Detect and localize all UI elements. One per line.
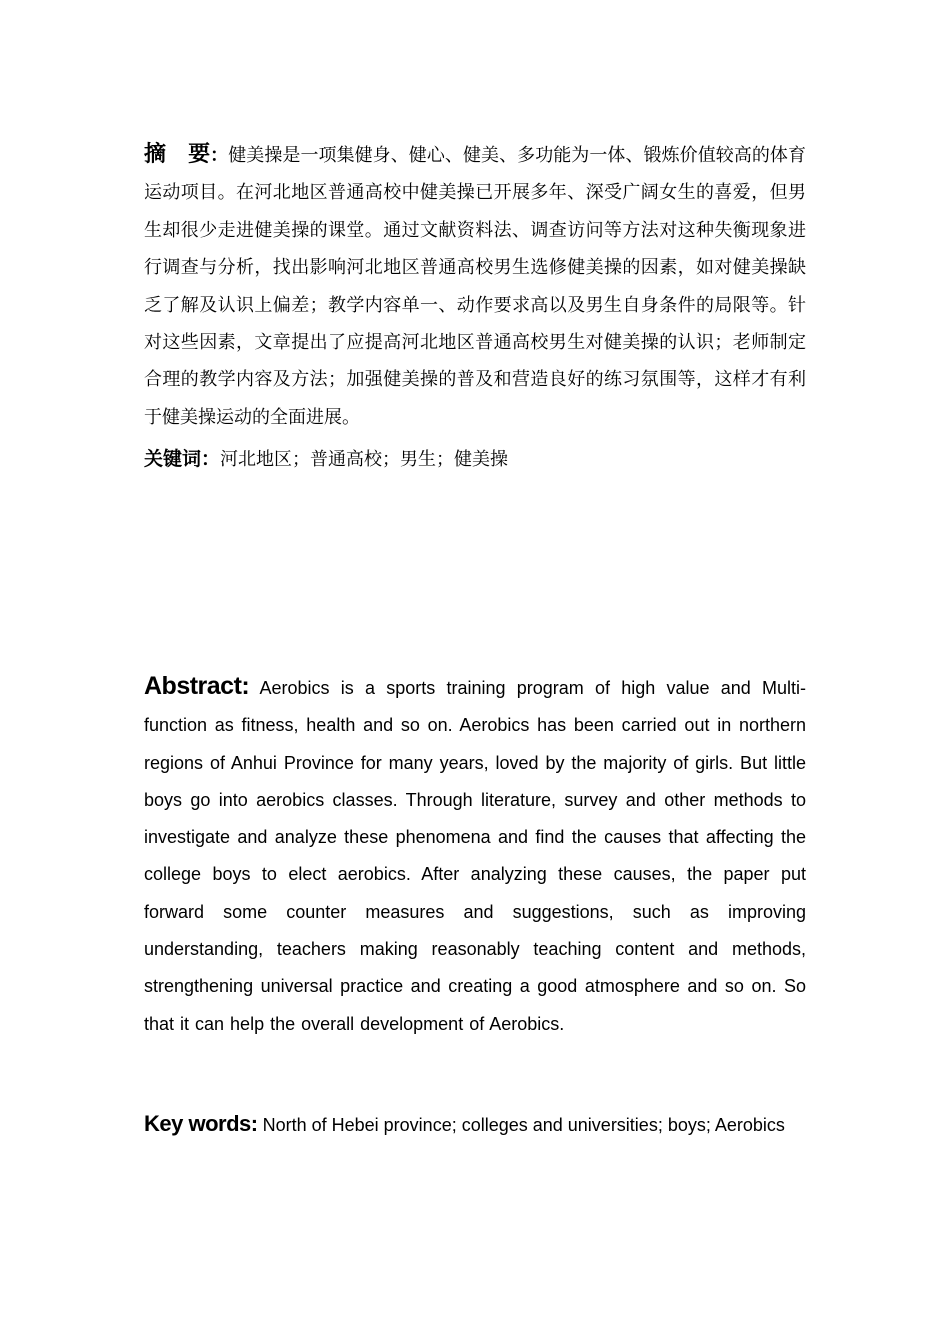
chinese-keywords-label: 关键词： [144, 448, 221, 470]
english-abstract [144, 668, 806, 1043]
english-abstract-text: Aerobics is a sports training program of high value and Multi-function as fitness, health and so on. Aerobics has been carried out in northern regions of Anhui Province for many years, loved by the majority of girls. But little boys go into aerobics classes. Through literature, survey and other methods to investigate and analyze these phenomena and find the causes that affecting the college boys to elect aerobics. After analyzing these causes, the paper put forward some counter measures and suggestions, such as improving understanding, teachers making reasonably teaching content and methods, strengthening universal practice and creating a good atmosphere and so on. So that it can help the overall development of Aerobics. [144, 678, 807, 1034]
chinese-keywords [144, 444, 806, 475]
chinese-abstract-colon: ： [210, 145, 229, 166]
english-keywords-text: North of Hebei province; colleges and universities; boys; Aerobics [262, 1115, 785, 1135]
chinese-abstract-text: 健美操是一项集健身、健心、健美、多功能为一体、锻炼价值较高的体育运动项目。在河北地区普通高校中健美操已开展多年、深受广阔女生的喜爱，但男生却很少走进健美操的课堂。通过文献资料法、调查访问等方法对这种失衡现象进行调查与分析，找出影响河北地区普通高校男生选修健美操的因素，如对健美操缺乏了解及认识上偏差；教学内容单一、动作要求高以及男生自身条件的局限等。针对这些因素，文章提出了应提高河北地区普通高校男生对健美操的认识；老师制定合理的教学内容及方法；加强健美操的普及和营造良好的练习氛围等，这样才有利于健美操运动的全面进展。 [144, 145, 806, 428]
chinese-abstract-label: 摘 要 [144, 142, 211, 167]
chinese-abstract [144, 136, 806, 436]
english-keywords-label: Key words: [144, 1111, 258, 1136]
english-keywords [144, 1100, 806, 1149]
english-abstract-label: Abstract: [144, 672, 250, 700]
chinese-keywords-text: 河北地区；普通高校；男生；健美操 [220, 449, 509, 470]
